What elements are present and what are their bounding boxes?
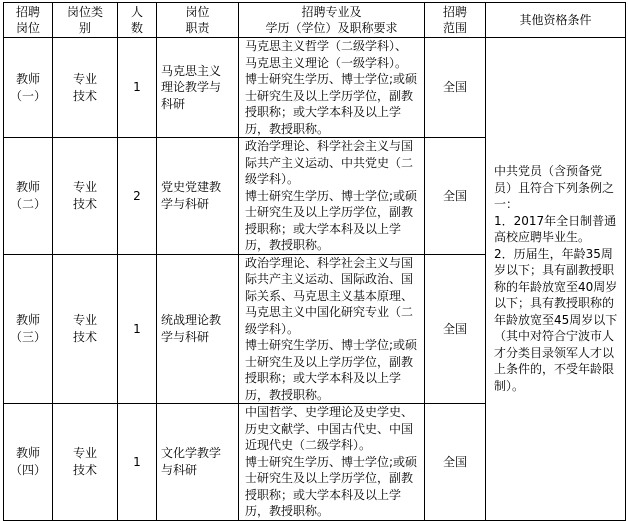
header-text: 招聘专业及: [301, 4, 362, 19]
header-text: 别: [78, 21, 91, 35]
header-text: 岗位: [185, 4, 210, 19]
text-line: 一：: [494, 197, 519, 212]
text-line: 授职称；或大学本科及以上学: [245, 221, 402, 236]
requirements-cell: [239, 138, 425, 255]
header-scope: [425, 3, 486, 38]
scope-cell: 全国: [425, 254, 486, 404]
duty-cell: [157, 38, 239, 138]
text-line: 士研究生及以上学历学位，副教: [245, 205, 414, 219]
text-line: 级学科）。: [245, 172, 300, 186]
cell-text: （一）: [9, 88, 46, 103]
text-line: 士研究生及以上学历学位，副教: [245, 354, 414, 369]
cell-text: 技术: [72, 196, 97, 211]
cell-text: 党史党建教: [161, 180, 222, 195]
text-line: 博士研究生学历、博士学位;或硕: [245, 454, 418, 469]
requirements-cell: [239, 404, 425, 521]
cell-text: （二）: [9, 196, 46, 211]
header-text: 数: [130, 21, 143, 35]
text-line: 政治学理论、科学社会主义与国: [245, 139, 414, 153]
scope-cell: 全国: [425, 38, 486, 138]
requirements-cell: [239, 254, 425, 404]
text-line: 级学科）。: [245, 321, 300, 336]
text-line: 授职称；或大学本科及以上学: [245, 371, 402, 385]
text-line: 博士研究生学历、博士学位;或硕: [245, 72, 418, 86]
text-line: 博士研究生学历、博士学位;或硕: [245, 188, 418, 203]
duty-cell: [157, 138, 239, 255]
text-line: 2．历届生，年龄35周: [494, 246, 613, 261]
text-line: 马克思主义哲学（二级学科）、: [245, 39, 408, 53]
header-text: 岗位类: [66, 4, 103, 19]
header-requirements: [239, 3, 425, 38]
requirements-cell: [239, 38, 425, 138]
text-line: 士研究生及以上学历学位，副教: [245, 88, 414, 103]
position-cell: [4, 38, 53, 138]
header-text: 人: [130, 4, 143, 19]
count-cell: 1: [118, 254, 157, 404]
header-category: [53, 3, 118, 38]
text-line: 际共产主义运动、国际政治、国: [245, 272, 414, 286]
cell-text: 马克思主义: [161, 63, 222, 78]
text-line: 历，教授职称。: [245, 504, 330, 518]
count-cell: 1: [118, 404, 157, 521]
category-cell: [53, 38, 118, 138]
cell-text: 教师: [15, 313, 40, 328]
text-line: 中国哲学、史学理论及史学史、: [245, 405, 414, 419]
recruitment-table: [3, 2, 626, 521]
text-line: 授职称；或大学本科及以上学: [245, 487, 402, 502]
cell-text: 与科研: [161, 462, 198, 477]
text-line: 称的年龄放宽至40周岁: [494, 279, 618, 294]
other-conditions-cell: [486, 38, 626, 521]
cell-text: 科研: [161, 96, 186, 111]
text-line: 中共党员（含预备党: [494, 164, 603, 179]
text-line: 制）。: [494, 378, 525, 393]
count-cell: 1: [118, 38, 157, 138]
cell-text: 教师: [15, 180, 40, 195]
header-duty: [157, 3, 239, 38]
cell-text: 专业: [72, 446, 97, 461]
cell-text: 教师: [15, 72, 40, 86]
text-line: 员）且符合下列条例之: [494, 180, 615, 195]
header-position: [4, 3, 53, 38]
text-line: 际共产主义运动、中共党史（二: [245, 155, 414, 170]
header-text: 岗位: [15, 21, 40, 35]
cell-text: 学与科研: [161, 329, 210, 344]
header-text: 范围: [442, 21, 467, 35]
cell-text: 技术: [72, 462, 97, 477]
cell-text: 文化学教学: [161, 446, 222, 461]
scope-cell: 全国: [425, 138, 486, 255]
text-line: 政治学理论、科学社会主义与国: [245, 255, 414, 270]
cell-text: 学与科研: [161, 196, 210, 211]
cell-text: 专业: [72, 72, 97, 86]
text-line: 年龄放宽至45周岁以下: [494, 312, 618, 327]
text-line: 博士研究生学历、博士学位;或硕: [245, 338, 418, 352]
cell-text: 理论教学与: [161, 80, 222, 95]
text-line: 历，教授职称。: [245, 121, 330, 136]
text-line: 高校应聘毕业生。: [494, 230, 591, 245]
cell-text: 专业: [72, 180, 97, 195]
cell-text: 教师: [15, 446, 40, 461]
text-line: 历，教授职称。: [245, 238, 330, 252]
count-cell: 2: [118, 138, 157, 255]
text-line: 以下；具有教授职称的: [494, 296, 615, 311]
position-cell: [4, 138, 53, 255]
category-cell: [53, 404, 118, 521]
text-line: 马克思主义理论（一级学科）。: [245, 55, 408, 70]
text-line: 马克思主义中国化研究专业（二: [245, 305, 414, 319]
text-line: 历，教授职称。: [245, 387, 330, 402]
text-line: 授职称；或大学本科及以上学: [245, 105, 402, 119]
scope-cell: 全国: [425, 404, 486, 521]
text-line: 1．2017年全日制普通: [494, 213, 617, 228]
position-cell: [4, 404, 53, 521]
header-text: 职责: [185, 21, 210, 35]
category-cell: [53, 254, 118, 404]
header-text: 招聘: [15, 4, 40, 19]
text-line: （其中对符合宁波市人: [494, 329, 615, 344]
cell-text: 技术: [72, 88, 97, 103]
text-line: 际关系、马克思主义基本原理、: [245, 288, 414, 303]
category-cell: [53, 138, 118, 255]
text-line: 才分类目录领军人才以: [494, 345, 615, 360]
header-text: 学历（学位）及职称要求: [265, 21, 398, 35]
text-line: 岁以下；具有副教授职: [494, 263, 615, 278]
header-row: [4, 3, 626, 38]
header-count: [118, 3, 157, 38]
cell-text: 技术: [72, 329, 97, 344]
cell-text: （四）: [9, 462, 46, 477]
cell-text: （三）: [9, 329, 46, 344]
duty-cell: [157, 404, 239, 521]
text-line: 士研究生及以上学历学位，副教: [245, 471, 414, 485]
position-cell: [4, 254, 53, 404]
header-text: 招聘: [442, 4, 467, 19]
cell-text: 专业: [72, 313, 97, 328]
text-line: 上条件的，不受年龄限: [494, 362, 615, 377]
duty-cell: [157, 254, 239, 404]
header-text: 其他资格条件: [519, 12, 592, 27]
header-other: [486, 3, 626, 38]
cell-text: 统战理论教: [161, 313, 222, 328]
text-line: 近现代史（二级学科）。: [245, 438, 372, 452]
table-row: [4, 38, 626, 138]
text-line: 历史文献学、中国古代史、中国: [245, 421, 414, 436]
